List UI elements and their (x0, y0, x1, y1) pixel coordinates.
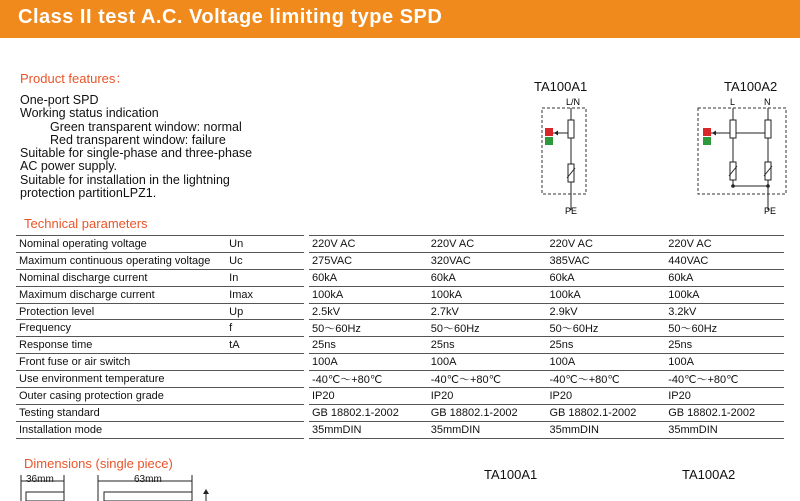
dimensions-model-a2: TA100A2 (682, 467, 736, 482)
features-list (20, 94, 252, 200)
param-symbol (226, 422, 304, 439)
param-value: 100kA (546, 286, 665, 303)
param-symbol: In (226, 269, 304, 286)
param-value: 100A (309, 354, 428, 371)
tech-params-table (16, 235, 784, 439)
table-row (16, 337, 784, 354)
param-value: 275VAC (309, 252, 428, 269)
diagram-a2-n-label: N (764, 97, 771, 107)
dim-width-63: 63mm (134, 474, 162, 485)
title-banner (0, 0, 800, 38)
diagram-a2-pe-label: PE (764, 206, 777, 216)
diagram-a2-green-window (703, 137, 711, 145)
param-value: GB 18802.1-2002 (428, 405, 547, 422)
tech-heading: Technical parameters (24, 216, 148, 231)
diagram-a1-fuse (568, 120, 574, 138)
table-row (16, 269, 784, 286)
module-front-outline (26, 492, 64, 501)
diagram-a1-top-label: L/N (566, 97, 581, 107)
param-value: 60kA (428, 269, 547, 286)
param-value: 60kA (665, 269, 784, 286)
param-symbol: f (226, 320, 304, 337)
param-value: 100kA (665, 286, 784, 303)
param-name: Protection level (16, 303, 226, 320)
param-name: Maximum continuous operating voltage (16, 252, 226, 269)
dimensions-heading: Dimensions (single piece) (24, 456, 173, 471)
param-value: 220V AC (665, 236, 784, 253)
param-name: Maximum discharge current (16, 286, 226, 303)
table-row (16, 405, 784, 422)
param-value: 2.7kV (428, 303, 547, 320)
param-value: 50～60Hz (546, 320, 665, 337)
param-value: 2.9kV (546, 303, 665, 320)
param-value: -40℃～+80℃ (665, 371, 784, 388)
param-value: 25ns (309, 337, 428, 354)
param-name: Use environment temperature (16, 371, 226, 388)
param-value: 60kA (546, 269, 665, 286)
feature-line: Suitable for single-phase and three-phase (20, 146, 253, 161)
param-value: 320VAC (428, 252, 547, 269)
table-row (16, 388, 784, 405)
page-title: Class II test A.C. Voltage limiting type SPD (18, 6, 443, 28)
table-row (16, 371, 784, 388)
param-symbol (226, 388, 304, 405)
diagram-a1 (542, 97, 586, 216)
param-value: GB 18802.1-2002 (309, 405, 428, 422)
diagram-a1-pe-label: PE (565, 206, 578, 216)
diagram-a2-l-label: L (730, 97, 736, 107)
param-value: IP20 (546, 388, 665, 405)
table-row (16, 320, 784, 337)
param-value: 385VAC (546, 252, 665, 269)
param-value: 100kA (428, 286, 547, 303)
param-name: Installation mode (16, 422, 226, 439)
feature-line: Suitable for installation in the lightning (20, 172, 230, 187)
param-symbol: Imax (226, 286, 304, 303)
wiring-diagrams (520, 92, 800, 222)
diagram-a1-title: TA100A1 (534, 79, 588, 94)
param-value: 25ns (665, 337, 784, 354)
param-symbol: Up (226, 303, 304, 320)
feature-line: Green transparent window: normal (50, 119, 242, 134)
table-row (16, 354, 784, 371)
param-value: 50～60Hz (309, 320, 428, 337)
param-value: 100kA (309, 286, 428, 303)
param-name: Response time (16, 337, 226, 354)
diagram-a2-housing (698, 108, 786, 194)
feature-line: One-port SPD (20, 93, 99, 107)
diagram-a2 (698, 97, 786, 216)
param-value: 3.2kV (665, 303, 784, 320)
param-symbol (226, 354, 304, 371)
param-value: 50～60Hz (428, 320, 547, 337)
diagram-a1-arrow (554, 131, 558, 136)
dim-arrow-up (203, 489, 209, 494)
param-name: Nominal operating voltage (16, 236, 226, 253)
dimension-drawing (16, 472, 216, 501)
diagram-a2-title: TA100A2 (724, 79, 778, 94)
diagram-a1-housing (542, 108, 586, 194)
feature-line: AC power supply. (20, 159, 118, 174)
param-value: -40℃～+80℃ (546, 371, 665, 388)
table-row (16, 422, 784, 439)
param-symbol: Un (226, 236, 304, 253)
param-symbol (226, 371, 304, 388)
diagram-a2-fuse-l (730, 120, 736, 138)
param-value: 100A (665, 354, 784, 371)
module-side-outline (104, 492, 192, 501)
param-value: 2.5kV (309, 303, 428, 320)
param-value: 50～60Hz (665, 320, 784, 337)
features-heading: Product features： (20, 71, 129, 86)
param-value: 35mmDIN (546, 422, 665, 439)
param-value: 220V AC (309, 236, 428, 253)
param-value: 100A (546, 354, 665, 371)
param-value: GB 18802.1-2002 (665, 405, 784, 422)
feature-line: protection partitionLPZ1. (20, 186, 157, 201)
param-symbol: tA (226, 337, 304, 354)
param-symbol (226, 405, 304, 422)
table-row (16, 236, 784, 253)
param-symbol: Uc (226, 252, 304, 269)
param-value: 35mmDIN (309, 422, 428, 439)
param-name: Front fuse or air switch (16, 354, 226, 371)
diagram-a1-red-window (545, 128, 553, 136)
param-value: 25ns (428, 337, 547, 354)
param-value: 60kA (309, 269, 428, 286)
diagram-a2-fuse-n (765, 120, 771, 138)
dimensions-model-a1: TA100A1 (484, 467, 538, 482)
feature-line: Working status indication (20, 106, 159, 121)
param-name: Outer casing protection grade (16, 388, 226, 405)
param-name: Frequency (16, 320, 226, 337)
table-row (16, 286, 784, 303)
param-value: -40℃～+80℃ (428, 371, 547, 388)
param-name: Testing standard (16, 405, 226, 422)
param-value: -40℃～+80℃ (309, 371, 428, 388)
param-value: 100A (428, 354, 547, 371)
feature-line: Red transparent window: failure (50, 132, 226, 147)
diagram-a2-red-window (703, 128, 711, 136)
param-value: 35mmDIN (665, 422, 784, 439)
param-value: 220V AC (546, 236, 665, 253)
dim-width-36: 36mm (26, 474, 54, 485)
param-value: 440VAC (665, 252, 784, 269)
param-value: 25ns (546, 337, 665, 354)
param-value: IP20 (309, 388, 428, 405)
param-value: 220V AC (428, 236, 547, 253)
param-value: IP20 (665, 388, 784, 405)
param-value: IP20 (428, 388, 547, 405)
diagram-a1-green-window (545, 137, 553, 145)
param-value: 35mmDIN (428, 422, 547, 439)
param-value: GB 18802.1-2002 (546, 405, 665, 422)
table-row (16, 303, 784, 320)
param-name: Nominal discharge current (16, 269, 226, 286)
table-row (16, 252, 784, 269)
